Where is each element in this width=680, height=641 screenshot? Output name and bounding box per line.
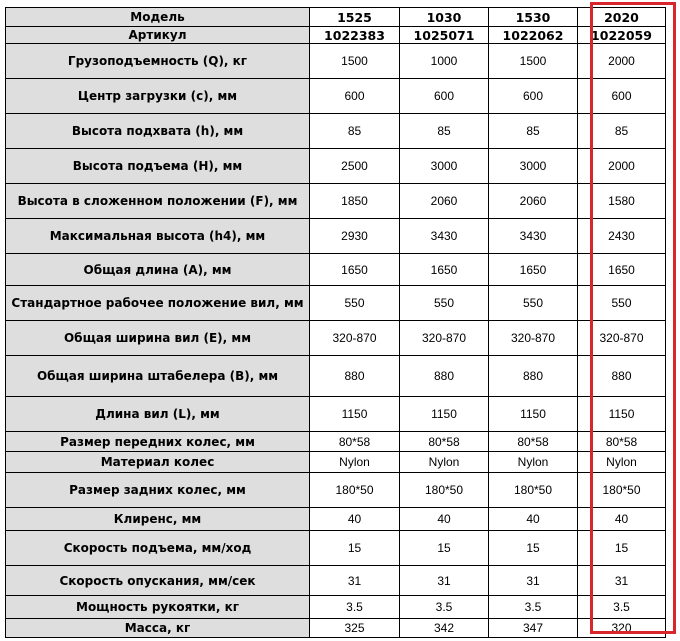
row-label: Общая ширина вил (E), мм — [6, 321, 310, 356]
cell-col-4: 1580 — [578, 184, 666, 219]
row-label: Размер задних колес, мм — [6, 473, 310, 508]
cell-col-1: 2500 — [310, 149, 400, 184]
cell-col-3: 180*50 — [489, 473, 578, 508]
row-label: Модель — [6, 8, 310, 27]
row-label: Масса, кг — [6, 619, 310, 638]
cell-col-3: 1650 — [489, 254, 578, 286]
cell-col-1: 2930 — [310, 219, 400, 254]
row-clearance — [6, 508, 666, 531]
cell-col-2: 3.5 — [400, 596, 489, 619]
cell-col-1: 1650 — [310, 254, 400, 286]
cell-col-2: 85 — [400, 114, 489, 149]
row-label: Центр загрузки (c), мм — [6, 79, 310, 114]
cell-col-3: 1500 — [489, 44, 578, 79]
cell-col-4: 85 — [578, 114, 666, 149]
cell-col-2: 40 — [400, 508, 489, 531]
row-fork-position — [6, 286, 666, 321]
row-label: Грузоподъемность (Q), кг — [6, 44, 310, 79]
cell-col-1: 31 — [310, 566, 400, 596]
row-overall-length — [6, 254, 666, 286]
row-wheel-material — [6, 452, 666, 473]
cell-col-4: 2020 — [578, 8, 666, 27]
cell-col-1: Nylon — [310, 452, 400, 473]
row-load-center — [6, 79, 666, 114]
row-label: Общая длина (A), мм — [6, 254, 310, 286]
cell-col-4: 31 — [578, 566, 666, 596]
spec-table — [5, 7, 666, 638]
cell-col-2: 342 — [400, 619, 489, 638]
cell-col-3: 1022062 — [489, 27, 578, 44]
cell-col-4: 180*50 — [578, 473, 666, 508]
cell-col-3: 85 — [489, 114, 578, 149]
cell-col-2: 1025071 — [400, 27, 489, 44]
row-label: Высота подхвата (h), мм — [6, 114, 310, 149]
cell-col-3: Nylon — [489, 452, 578, 473]
row-front-wheel-size — [6, 432, 666, 452]
cell-col-2: 600 — [400, 79, 489, 114]
row-handle-force — [6, 596, 666, 619]
cell-col-3: 2060 — [489, 184, 578, 219]
cell-col-2: 1650 — [400, 254, 489, 286]
cell-col-2: 3000 — [400, 149, 489, 184]
cell-col-1: 180*50 — [310, 473, 400, 508]
cell-col-1: 550 — [310, 286, 400, 321]
cell-col-2: 1150 — [400, 397, 489, 432]
cell-col-3: 320-870 — [489, 321, 578, 356]
row-max-height — [6, 219, 666, 254]
cell-col-2: 550 — [400, 286, 489, 321]
cell-col-1: 1500 — [310, 44, 400, 79]
row-lowering-speed — [6, 566, 666, 596]
row-label: Общая ширина штабелера (B), мм — [6, 356, 310, 397]
row-rear-wheel-size — [6, 473, 666, 508]
cell-col-3: 347 — [489, 619, 578, 638]
row-label: Длина вил (L), мм — [6, 397, 310, 432]
cell-col-4: 1022059 — [578, 27, 666, 44]
cell-col-1: 15 — [310, 531, 400, 566]
row-lift-speed — [6, 531, 666, 566]
cell-col-3: 80*58 — [489, 432, 578, 452]
cell-col-2: 180*50 — [400, 473, 489, 508]
row-label: Мощность рукоятки, кг — [6, 596, 310, 619]
row-mass — [6, 619, 666, 638]
cell-col-4: 80*58 — [578, 432, 666, 452]
row-label: Материал колес — [6, 452, 310, 473]
cell-col-4: 40 — [578, 508, 666, 531]
row-label: Высота в сложенном положении (F), мм — [6, 184, 310, 219]
row-model — [6, 8, 666, 27]
cell-col-3: 1150 — [489, 397, 578, 432]
row-capacity — [6, 44, 666, 79]
cell-col-2: 1000 — [400, 44, 489, 79]
cell-col-3: 550 — [489, 286, 578, 321]
cell-col-1: 80*58 — [310, 432, 400, 452]
cell-col-1: 1525 — [310, 8, 400, 27]
cell-col-1: 1150 — [310, 397, 400, 432]
cell-col-3: 3000 — [489, 149, 578, 184]
cell-col-3: 1530 — [489, 8, 578, 27]
row-label: Скорость опускания, мм/сек — [6, 566, 310, 596]
cell-col-4: 1650 — [578, 254, 666, 286]
cell-col-3: 3.5 — [489, 596, 578, 619]
cell-col-2: 880 — [400, 356, 489, 397]
cell-col-4: Nylon — [578, 452, 666, 473]
cell-col-3: 3430 — [489, 219, 578, 254]
row-article — [6, 27, 666, 44]
cell-col-4: 600 — [578, 79, 666, 114]
row-label: Клиренс, мм — [6, 508, 310, 531]
cell-col-4: 2000 — [578, 149, 666, 184]
cell-col-1: 880 — [310, 356, 400, 397]
cell-col-2: Nylon — [400, 452, 489, 473]
cell-col-4: 880 — [578, 356, 666, 397]
cell-col-4: 2000 — [578, 44, 666, 79]
cell-col-1: 325 — [310, 619, 400, 638]
cell-col-4: 15 — [578, 531, 666, 566]
row-label: Высота подъема (H), мм — [6, 149, 310, 184]
spec-table-body — [6, 8, 666, 638]
row-label: Скорость подъема, мм/ход — [6, 531, 310, 566]
cell-col-1: 600 — [310, 79, 400, 114]
cell-col-3: 40 — [489, 508, 578, 531]
cell-col-4: 320 — [578, 619, 666, 638]
cell-col-4: 3.5 — [578, 596, 666, 619]
cell-col-4: 320-870 — [578, 321, 666, 356]
cell-col-1: 1850 — [310, 184, 400, 219]
row-lowered-height — [6, 114, 666, 149]
cell-col-1: 3.5 — [310, 596, 400, 619]
cell-col-3: 31 — [489, 566, 578, 596]
cell-col-2: 31 — [400, 566, 489, 596]
cell-col-4: 1150 — [578, 397, 666, 432]
cell-col-3: 880 — [489, 356, 578, 397]
row-stacker-width — [6, 356, 666, 397]
cell-col-2: 2060 — [400, 184, 489, 219]
cell-col-2: 3430 — [400, 219, 489, 254]
cell-col-4: 2430 — [578, 219, 666, 254]
cell-col-1: 320-870 — [310, 321, 400, 356]
cell-col-1: 1022383 — [310, 27, 400, 44]
row-label: Размер передних колес, мм — [6, 432, 310, 452]
row-label: Артикул — [6, 27, 310, 44]
cell-col-2: 15 — [400, 531, 489, 566]
cell-col-3: 15 — [489, 531, 578, 566]
row-collapsed-height — [6, 184, 666, 219]
row-lift-height — [6, 149, 666, 184]
cell-col-1: 85 — [310, 114, 400, 149]
cell-col-4: 550 — [578, 286, 666, 321]
cell-col-2: 320-870 — [400, 321, 489, 356]
cell-col-2: 80*58 — [400, 432, 489, 452]
row-label: Стандартное рабочее положение вил, мм — [6, 286, 310, 321]
cell-col-1: 40 — [310, 508, 400, 531]
row-fork-width — [6, 321, 666, 356]
row-fork-length — [6, 397, 666, 432]
row-label: Максимальная высота (h4), мм — [6, 219, 310, 254]
cell-col-3: 600 — [489, 79, 578, 114]
cell-col-2: 1030 — [400, 8, 489, 27]
